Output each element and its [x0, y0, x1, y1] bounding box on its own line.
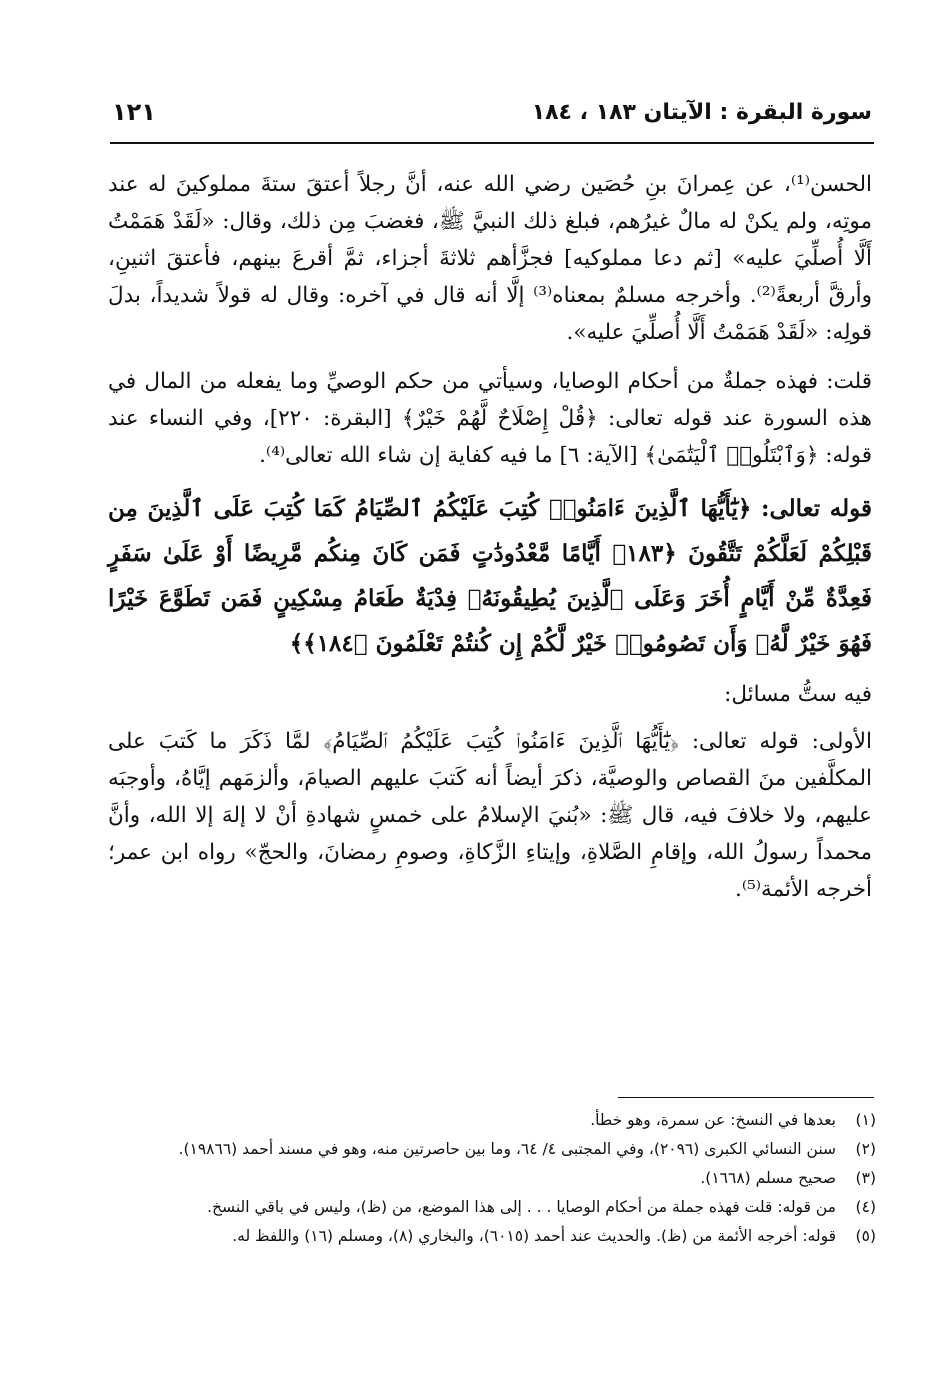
text-line: بينهم، فأعتقَ اثنينِ، وأرقَّ أربعةً⁽²⁾. وأخرجه مسلمٌ بمعناه⁽³⁾ إلَّا أنه قال في آخره:: [108, 246, 873, 308]
footnote: [116, 1135, 876, 1164]
text-line: عند موتِه، ولم يكنْ له مالٌ غيرُهم، فبلغ ذلك النبيَّ ﷺ، فغضبَ مِن ذلك، وقال:: [108, 172, 872, 234]
verse-line: قوله تعالى: ﴿يَٰٓأَيُّهَا ٱلَّذِينَ ءَامَنُوا۟ كُتِبَ عَلَيْكُمُ ٱلصِّيَامُ كَمَا كُتِبَ عَلَى ٱلَّذِينَ: [147, 495, 872, 522]
text-line: وألزمَهم إيَّاهُ، وأوجبَه عليهم، ولا خلافَ فيه، قال ﷺ: «بُنيَ الإسلامُ على خمسٍ: [108, 766, 872, 828]
page-number: ١٢١: [112, 98, 156, 126]
footnote: [116, 1106, 876, 1135]
verse-line: خَيْرًا فَهُوَ خَيْرٌ لَّهُۥ وَأَن تَصُومُوا۟ خَيْرٌ لَّكُمْ إِن كُنتُمْ تَعْلَمُونَ ﴿١٨٤﴾﴾: [108, 585, 872, 657]
footnote-rule: [618, 1097, 874, 1098]
footnote-text: قوله: أخرجه الأئمة من (ظ). والحديث عند أحمد (٦٠١٥)، والبخاري (٨)، ومسلم (١٦) واللفظ له.: [232, 1227, 836, 1245]
footnote-text: صحيح مسلم (١٦٦٨).: [700, 1169, 836, 1187]
text-line: وقال له قولاً شديداً، بدلَ قولِه: «لَقَدْ هَمَمْتُ أَلَّا أُصلِّيَ عليه».: [108, 283, 872, 345]
footnote-number: (٤): [855, 1198, 876, 1216]
footnote: [116, 1222, 876, 1251]
paragraph-hadith: [108, 166, 872, 351]
verse-line: سَفَرٍ فَعِدَّةٌ مِّنْ أَيَّامٍ أُخَرَ وَعَلَى ٱلَّذِينَ يُطِيقُونَهُۥ فِدْيَةٌ طَعَامُ مِسْكِينٍ فَمَن تَطَوَّعَ: [108, 540, 872, 612]
text-line: النساء عند قوله: ﴿وَٱبْتَلُوا۟ ٱلْيَتَٰمَىٰ﴾ [الآية: ٦] ما فيه كفاية إن شاء الله تعالى⁽⁴⁾.: [108, 406, 872, 468]
footnote: [116, 1164, 876, 1193]
footnote-number: (٣): [855, 1169, 876, 1187]
running-title: سورة البقرة : الآيتان ١٨٣ ، ١٨٤: [531, 100, 872, 125]
text-line: المال في هذه السورة عند قوله تعالى: ﴿قُلْ إِصْلَاحٌ لَّهُمْ خَيْرٌ﴾ [البقرة: ٢٢٠]، وفي: [108, 369, 872, 431]
header-rule: [110, 142, 874, 144]
quran-verse: [108, 486, 872, 666]
footnote-number: (١): [855, 1111, 876, 1129]
paragraph-commentary: [108, 363, 872, 474]
text-line: قلت: فهذه جملةٌ من أحكام الوصايا، وسيأتي من حكم الوصيِّ وما يفعله من: [199, 369, 872, 394]
paragraph-first-issue: [108, 723, 872, 908]
text-line: شهادةِ أنْ لا إلهَ إلا الله، وأنَّ محمداً رسولُ الله، وإقامِ الصَّلاةِ، وإيتاءِ الزَّكاةِ،: [108, 803, 872, 865]
footnote-text: بعدها في النسخ: عن سمرة، وهو خطأ.: [590, 1111, 836, 1129]
text-line: كَتبَ على المكلَّفين منَ القصاص والوصيَّة، ذكرَ أيضاً أنه كَتبَ عليهم الصيامَ،: [108, 729, 872, 791]
text-line: «لَقَدْ هَمَمْتُ أَلَّا أُصلِّيَ عليه» [ثم دعا مملوكيه] فجزَّأهم ثلاثةَ أجزاء، ثمَّ أقرعَ: [108, 209, 872, 271]
issues-heading: [108, 676, 872, 713]
verse-line: مِن قَبْلِكُمْ لَعَلَّكُمْ تَتَّقُونَ ﴿١٨٣﴾ أَيَّامًا مَّعْدُودَٰتٍ فَمَن كَانَ مِنكُم مَّرِيضًا أَوْ عَلَىٰ: [108, 495, 873, 567]
footnote-number: (٥): [855, 1227, 876, 1245]
text-line: الحسن⁽¹⁾، عن عِمرانَ بنِ حُصَين رضي الله عنه، أنَّ رجلاً أعتقَ ستةَ مملوكينَ له: [148, 172, 872, 197]
spacer: [108, 474, 872, 486]
spacer: [108, 351, 872, 363]
footnote-number: (٢): [855, 1140, 876, 1158]
footnote-text: من قوله: قلت فهذه جملة من أحكام الوصايا . . . إلى هذا الموضع، من (ظ)، وليس في باقي النسخ.: [207, 1198, 836, 1216]
footnote: [116, 1193, 876, 1222]
text-line: الأولى: قوله تعالى: ﴿يَٰٓأَيُّهَا ٱلَّذِينَ ءَامَنُوا۟ كُتِبَ عَلَيْكُمُ ٱلصِّيَامُ﴾ لمَّا ذَكَرَ ما: [209, 729, 872, 754]
text-line: وصومِ رمضانَ، والحجّ» رواه ابن عمر؛ أخرجه الأئمة⁽⁵⁾.: [108, 840, 872, 902]
issues-intro: فيه ستُّ مسائل:: [724, 682, 872, 707]
footnotes: [116, 1106, 876, 1251]
main-text: [108, 166, 872, 908]
footnote-text: سنن النسائي الكبرى (٢٠٩٦)، وفي المجتبى ٤/ ٦٤، وما بين حاصرتين منه، وهو في مسند أحمد (١٩٨٦٦).: [178, 1140, 836, 1158]
page-header: [112, 92, 872, 140]
